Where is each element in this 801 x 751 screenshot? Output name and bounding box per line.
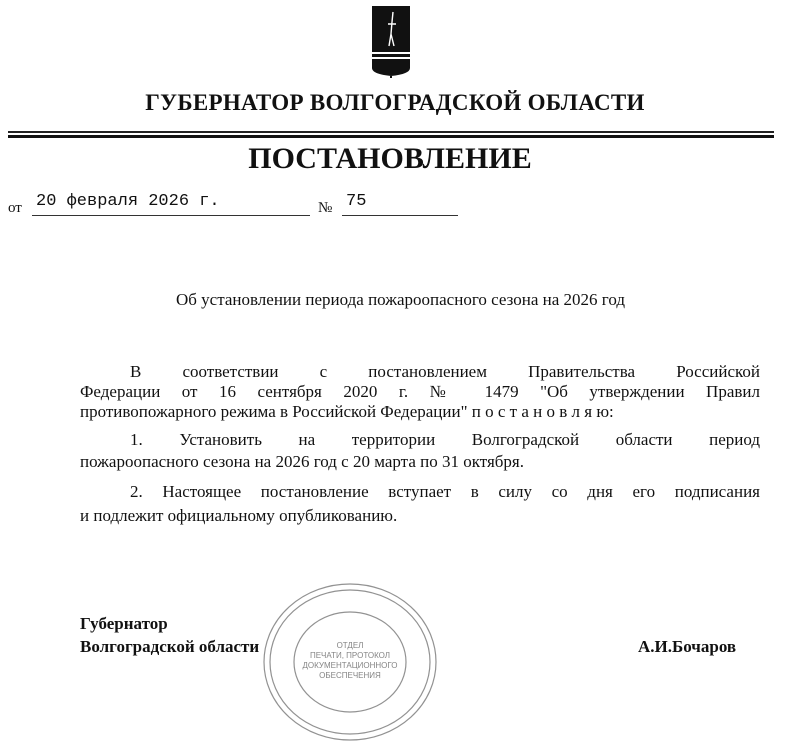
svg-text:ОБЕСПЕЧЕНИЯ: ОБЕСПЕЧЕНИЯ	[319, 671, 381, 680]
svg-text:ОТДЕЛ: ОТДЕЛ	[336, 641, 364, 650]
coat-of-arms-icon	[372, 6, 410, 78]
body-line: В соответствии с постановлением Правительства Российской	[130, 362, 760, 381]
header-divider	[8, 131, 774, 133]
svg-text:ДОКУМЕНТАЦИОННОГО: ДОКУМЕНТАЦИОННОГО	[302, 661, 398, 670]
document-type-title: ПОСТАНОВЛЕНИЕ	[248, 142, 532, 175]
signatory-name: А.И.Бочаров	[638, 637, 737, 656]
body-line: противопожарного режима в Российской Федерации" п о с т а н о в л я ю:	[80, 402, 614, 421]
svg-text:ПЕЧАТИ, ПРОТОКОЛ: ПЕЧАТИ, ПРОТОКОЛ	[309, 651, 391, 660]
body-line: 1. Установить на территории Волгоградской области период	[130, 430, 760, 449]
signatory-position-line2: Волгоградской области	[80, 637, 260, 656]
body-line: и подлежит официальному опубликованию.	[80, 506, 398, 525]
document-subject: Об установлении периода пожароопасного сезона на 2026 год	[176, 290, 625, 309]
body-line: пожароопасного сезона на 2026 год с 20 марта по 31 октября.	[80, 452, 524, 471]
number-prefix: №	[318, 200, 333, 216]
body-line: Федерации от 16 сентября 2020 г. № 1479 "Об утверждении Правил	[80, 382, 760, 401]
header-divider-thick	[8, 135, 774, 138]
document-date: 20 февраля 2026 г.	[36, 192, 220, 211]
signatory-position-line1: Губернатор	[80, 614, 168, 633]
official-stamp	[262, 582, 438, 742]
date-prefix: от	[8, 200, 22, 216]
body-line: 2. Настоящее постановление вступает в силу со дня его подписания	[130, 482, 760, 501]
organization-title: ГУБЕРНАТОР ВОЛГОГРАДСКОЙ ОБЛАСТИ	[145, 90, 645, 115]
date-underline	[32, 215, 310, 216]
document-number: 75	[346, 192, 367, 211]
number-underline	[342, 215, 458, 216]
